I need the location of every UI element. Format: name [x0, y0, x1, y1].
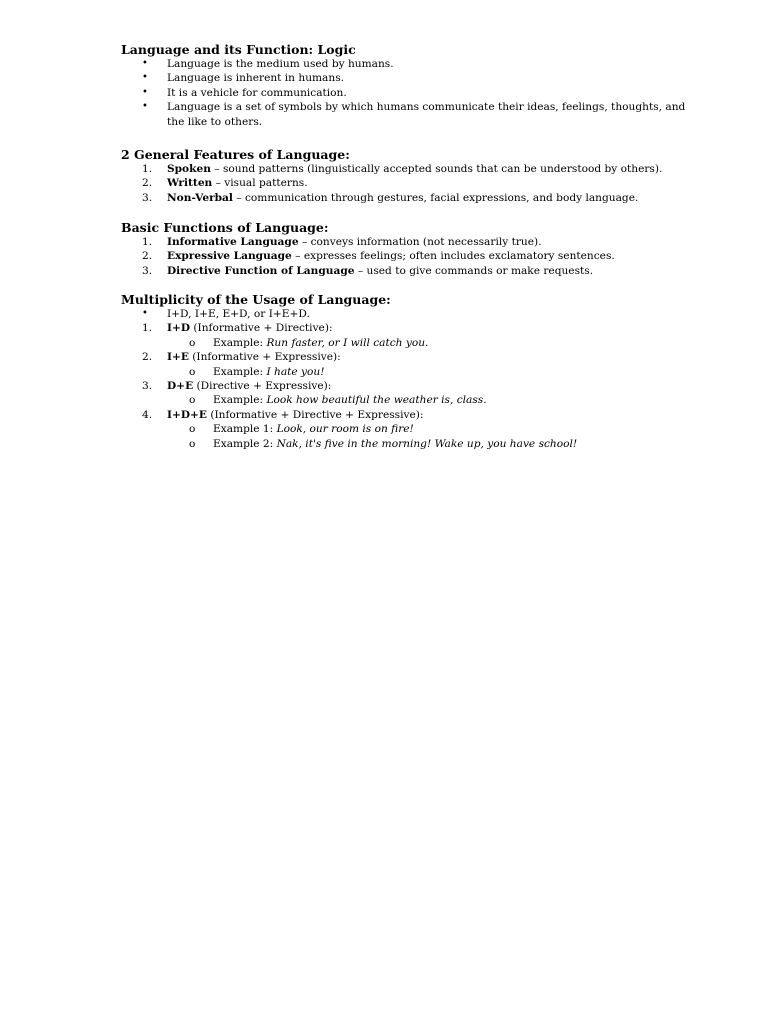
list-item [121, 71, 701, 85]
list-item-text [121, 162, 701, 176]
section-heading: 2 General Features of Language: [121, 147, 350, 162]
list-item [121, 321, 701, 335]
bullet-marker: • [142, 72, 148, 84]
term: I+D+E [167, 408, 207, 421]
term: Non-Verbal [167, 191, 233, 204]
circle-bullet-icon: o [189, 365, 196, 378]
sub-list-item [121, 365, 701, 379]
list-item-text [121, 249, 701, 263]
number-marker: 2. [142, 177, 153, 190]
term: Expressive Language [167, 250, 292, 263]
number-marker: 3. [142, 191, 153, 204]
term: Written [167, 177, 213, 190]
definition: – visual patterns. [212, 177, 308, 190]
example-sentence: I hate you! [266, 365, 325, 378]
example-text [121, 336, 701, 350]
section-logic [121, 42, 701, 129]
list-item-text: I+D, I+E, E+D, or I+E+D. [167, 308, 310, 320]
bullet-marker: • [142, 86, 148, 98]
circle-bullet-icon: o [189, 336, 196, 349]
section-general-features [121, 147, 701, 205]
bullet-marker: • [142, 58, 148, 69]
definition: – sound patterns (linguistically accepted sounds that can be understood by others). [210, 163, 663, 175]
number-marker: 1. [142, 322, 153, 335]
section-heading: Multiplicity of the Usage of Language: [121, 292, 391, 307]
list-item [121, 162, 701, 176]
example-text [121, 393, 701, 407]
list-item-text [121, 350, 701, 364]
list-item-text [121, 235, 701, 249]
sub-list-item [121, 437, 701, 451]
list-item-text [121, 191, 701, 205]
example-sentence: Look how beautiful the weather is, class. [266, 394, 487, 407]
mixed-list [121, 307, 701, 451]
number-marker: 1. [142, 236, 153, 248]
term: Informative Language [167, 236, 299, 248]
definition: – conveys information (not necessarily true). [298, 236, 542, 248]
bullet-list [121, 57, 701, 129]
list-item-text [121, 264, 701, 278]
list-item-text [121, 379, 701, 393]
list-item [121, 86, 701, 100]
example-sentence: Run faster, or I will catch you. [266, 336, 429, 349]
term: D+E [167, 380, 194, 393]
list-item-text [121, 321, 701, 335]
number-marker: 3. [142, 380, 153, 393]
definition: (Informative + Expressive): [188, 351, 341, 364]
definition: – used to give commands or make requests. [354, 264, 594, 277]
list-item [121, 235, 701, 249]
list-item-text [121, 176, 701, 190]
list-item [121, 307, 701, 321]
number-marker: 2. [142, 351, 153, 364]
circle-bullet-icon: o [189, 437, 196, 450]
example-sentence: Look, our room is on fire! [276, 423, 414, 436]
list-item [121, 176, 701, 190]
list-item-text: It is a vehicle for communication. [167, 86, 347, 99]
term: Directive Function of Language [167, 264, 355, 277]
list-item [121, 100, 701, 129]
definition: (Informative + Directive + Expressive): [206, 408, 424, 421]
number-marker: 2. [142, 250, 153, 263]
definition: (Directive + Expressive): [193, 380, 332, 393]
definition: (Informative + Directive): [190, 322, 333, 335]
bullet-marker: • [142, 308, 148, 319]
list-item-text: Language is inherent in humans. [167, 72, 345, 85]
section-multiplicity [121, 292, 701, 451]
example-text [121, 365, 701, 379]
example-label: Example 1: [213, 423, 277, 436]
example-sentence: Nak, it's five in the morning! Wake up, you have school! [276, 437, 578, 450]
number-marker: 4. [142, 408, 153, 421]
definition: – expresses feelings; often includes exclamatory sentences. [291, 250, 615, 263]
list-item [121, 264, 701, 278]
example-text [121, 422, 701, 436]
example-label: Example: [213, 365, 267, 378]
numbered-list [121, 235, 701, 278]
circle-bullet-icon: o [189, 394, 196, 407]
term: Spoken [167, 163, 211, 175]
term: I+D [167, 322, 191, 335]
definition: – communication through gestures, facial expressions, and body language. [232, 191, 639, 204]
sub-list-item [121, 336, 701, 350]
section-basic-functions [121, 220, 701, 278]
list-item [121, 350, 701, 364]
list-item-text: Language is the medium used by humans. [167, 58, 394, 70]
sub-list-item [121, 422, 701, 436]
numbered-list [121, 162, 701, 205]
example-label: Example: [213, 394, 267, 407]
list-item [121, 379, 701, 393]
section-heading: Basic Functions of Language: [121, 220, 329, 235]
circle-bullet-icon: o [189, 423, 196, 436]
sub-list-item [121, 393, 701, 407]
bullet-marker: • [142, 101, 148, 113]
section-heading: Language and its Function: Logic [121, 42, 356, 57]
list-item-text: Language is a set of symbols by which humans communicate their ideas, feelings, thoughts, and the like to others. [167, 101, 686, 128]
list-item-text [121, 408, 701, 422]
list-item [121, 57, 701, 71]
list-item [121, 249, 701, 263]
example-text [121, 437, 701, 451]
number-marker: 1. [142, 163, 153, 175]
list-item [121, 191, 701, 205]
term: I+E [167, 351, 189, 364]
example-label: Example 2: [213, 437, 277, 450]
number-marker: 3. [142, 264, 153, 277]
example-label: Example: [213, 336, 267, 349]
list-item [121, 408, 701, 422]
